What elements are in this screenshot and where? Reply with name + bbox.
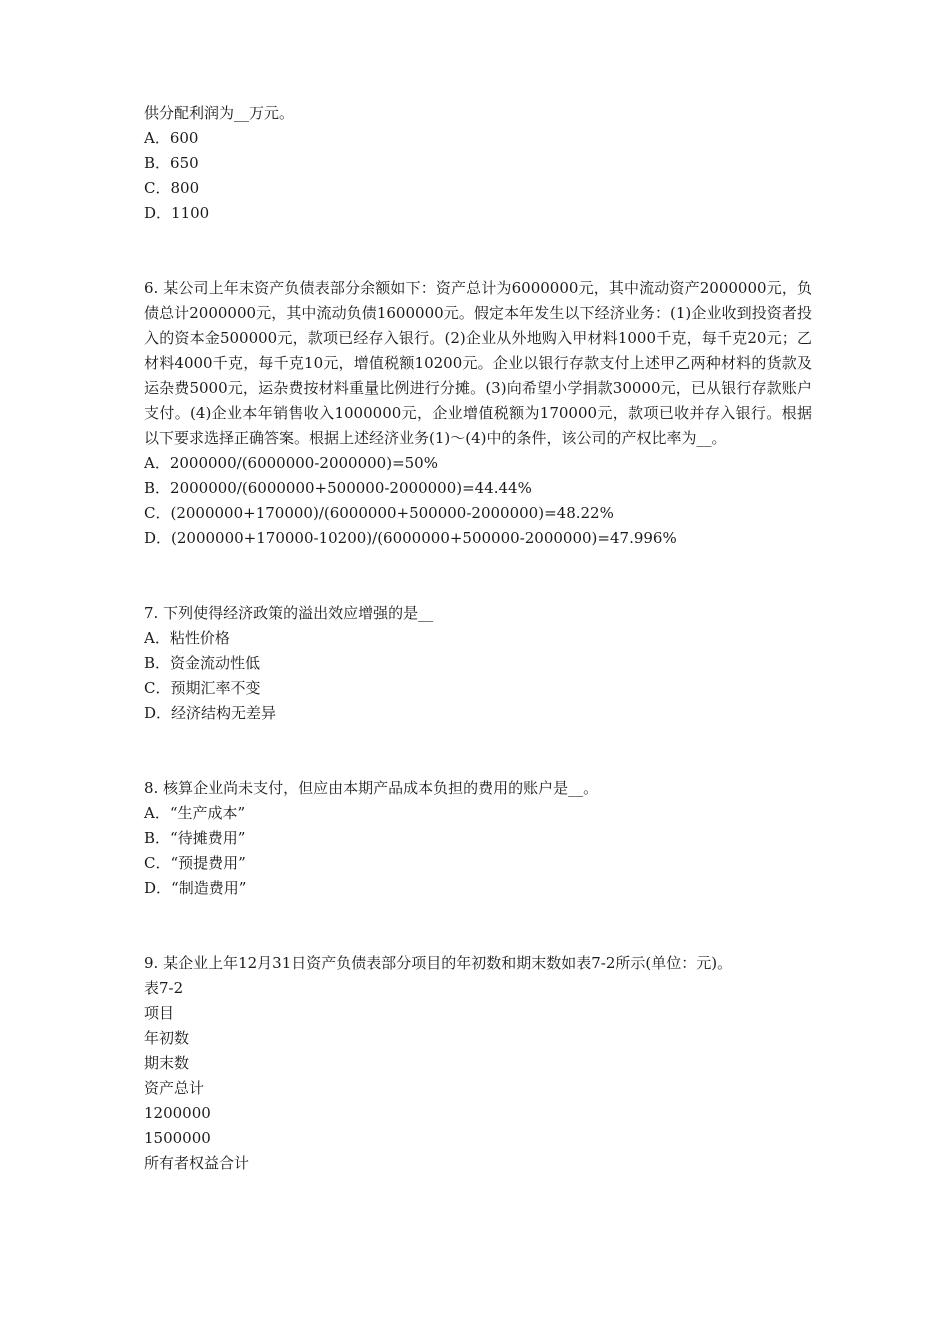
q8-option-d: D．“制造费用”	[144, 879, 247, 897]
q9-stem: 9. 某企业上年12月31日资产负债表部分项目的年初数和期末数如表7-2所示(单位：元)。	[144, 954, 733, 972]
q7-stem: 7. 下列使得经济政策的溢出效应增强的是__	[144, 604, 434, 622]
q9-table-cell: 1200000	[144, 1104, 211, 1122]
q8-option-a: A．“生产成本”	[144, 804, 246, 822]
q9-table-row-label: 资产总计	[144, 1079, 205, 1097]
q5-option-c: C．800	[144, 179, 200, 197]
q6-option-b: B．2000000/(6000000+500000-2000000)=44.44%	[144, 479, 532, 497]
q5-option-a: A．600	[144, 129, 199, 147]
q9-table-cell: 1500000	[144, 1129, 211, 1147]
q7-option-a: A．粘性价格	[144, 629, 230, 647]
q9-table-caption: 表7-2	[144, 979, 184, 997]
q9-table-row-label: 所有者权益合计	[144, 1154, 250, 1172]
q8-option-c: C．“预提费用”	[144, 854, 246, 872]
q7-option-c: C．预期汇率不变	[144, 679, 261, 697]
q9-table-header-begin: 年初数	[144, 1029, 190, 1047]
q8-stem: 8. 核算企业尚未支付，但应由本期产品成本负担的费用的账户是__。	[144, 779, 599, 797]
document-content	[144, 100, 812, 1176]
q6-option-c: C．(2000000+170000)/(6000000+500000-2000000)=48.22%	[144, 504, 614, 522]
q7-option-d: D．经济结构无差异	[144, 704, 277, 722]
q5-option-b: B．650	[144, 154, 199, 172]
q6-stem: 6. 某公司上年末资产负债表部分余额如下：资产总计为6000000元，其中流动资产2000000元，负债总计2000000元，其中流动负债1600000元。假定本年发生以下经济业务：(1)企业收到投资者投入的资本金500000元，款项已经存入银行。(2)企业从外地购入甲材料1000千克，每千克20元；乙材料4000千克，每千克10元，增值税额10200元。企业以银行存款支付上述甲乙两种材料的货款及运杂费5000元，运杂费按材料重量比例进行分摊。(3)向希望小学捐款30000元，已从银行存款账户支付。(4)企业本年销售收入1000000元，企业增值税额为170000元，款项已收并存入银行。根据以下要求选择正确答案。根据上述经济业务(1)～(4)中的条件，该公司的产权比率为__。	[144, 279, 812, 447]
q9-table-header-end: 期末数	[144, 1054, 190, 1072]
q6-option-d: D．(2000000+170000-10200)/(6000000+500000-2000000)=47.996%	[144, 529, 677, 547]
q9-table-header-item: 项目	[144, 1004, 175, 1022]
q5-stem-tail: 供分配利润为__万元。	[144, 104, 295, 122]
q6-option-a: A．2000000/(6000000-2000000)=50%	[144, 454, 438, 472]
q5-option-d: D．1100	[144, 204, 210, 222]
q8-option-b: B．“待摊费用”	[144, 829, 246, 847]
q7-option-b: B．资金流动性低	[144, 654, 261, 672]
